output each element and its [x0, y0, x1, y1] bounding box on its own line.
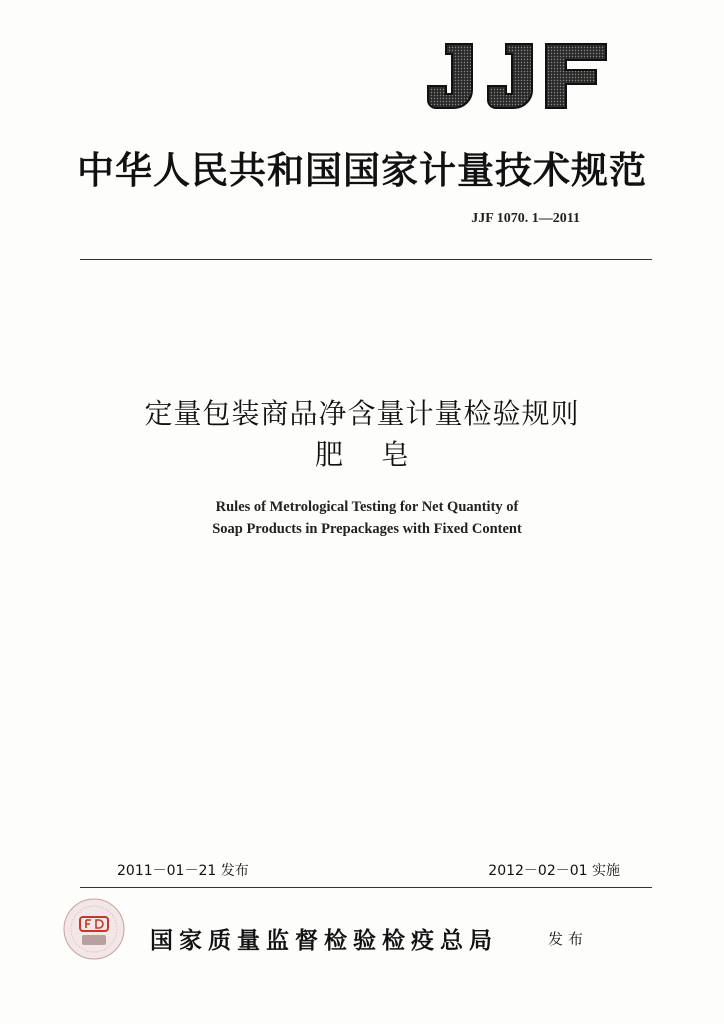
- standard-number: JJF 1070. 1—2011: [471, 211, 580, 226]
- bottom-divider: [80, 887, 652, 888]
- issuing-label: 发布: [548, 930, 589, 948]
- issuing-authority: 国家质量监督检验检疫总局: [150, 927, 498, 954]
- implementation-date: 2012－02－01 实施: [488, 863, 620, 879]
- document-title-cn-line1: 定量包装商品净含量计量检验规则: [144, 397, 580, 430]
- document-title-cn-line2: 肥皂: [314, 438, 447, 471]
- standard-title: 中华人民共和国国家计量技术规范: [77, 148, 647, 192]
- document-title-en-line1: Rules of Metrological Testing for Net Quantity of: [215, 499, 519, 515]
- document-title-en-line2: Soap Products in Prepackages with Fixed Content: [212, 521, 522, 537]
- issue-date: 2011－01－21 发布: [117, 863, 249, 879]
- anti-counterfeit-seal-icon: [62, 897, 126, 961]
- jjf-logo: [424, 40, 610, 114]
- top-divider: [80, 259, 652, 260]
